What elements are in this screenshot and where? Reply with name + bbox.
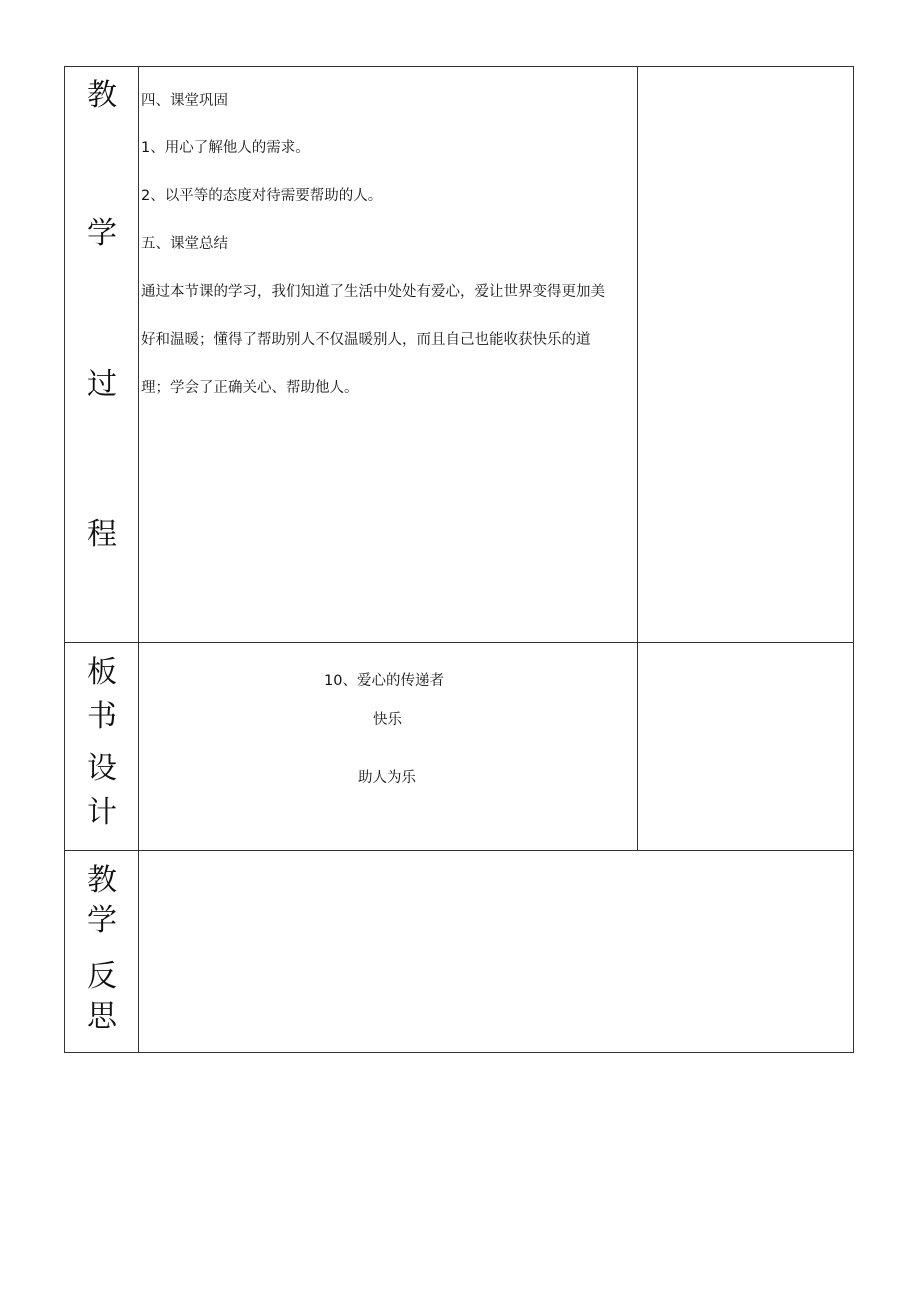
board-label: [65, 643, 139, 850]
board-item-happy: 快乐: [373, 712, 402, 728]
reflection-content[interactable]: [141, 853, 851, 1050]
process-label-char-2: 学: [87, 216, 117, 251]
board-label-char-1: 板: [87, 655, 117, 690]
process-line-6: 好和温暖；懂得了帮助别人不仅温暖别人，而且自己也能收获快乐的道: [141, 332, 591, 348]
process-label-char-3: 过: [87, 367, 117, 402]
board-label-char-2: 书: [87, 699, 117, 734]
process-line-3: 2、以平等的态度对待需要帮助的人。: [141, 188, 383, 204]
board-label-char-3: 设: [87, 751, 117, 786]
process-label: [65, 67, 139, 642]
reflection-label: [65, 851, 139, 1052]
reflection-label-char-2: 学: [87, 903, 117, 938]
process-label-char-1: 教: [87, 78, 117, 113]
process-line-4: 五、课堂总结: [141, 236, 228, 252]
process-line-1: 四、课堂巩固: [141, 93, 228, 109]
board-label-char-4: 计: [87, 795, 117, 830]
row-divider-1: [65, 642, 853, 643]
process-line-7: 理；学会了正确关心、帮助他人。: [141, 380, 359, 396]
board-item-helping: 助人为乐: [358, 770, 416, 786]
row-divider-2: [65, 850, 853, 851]
board-title: 10、爱心的传递者: [324, 673, 444, 689]
process-line-5: 通过本节课的学习，我们知道了生活中处处有爱心，爱让世界变得更加美: [141, 284, 605, 300]
process-line-2: 1、用心了解他人的需求。: [141, 140, 310, 156]
reflection-label-char-4: 思: [87, 999, 117, 1034]
notes-column-divider: [637, 67, 638, 850]
reflection-label-char-3: 反: [87, 959, 117, 994]
reflection-label-char-1: 教: [87, 863, 117, 898]
process-label-char-4: 程: [87, 517, 117, 552]
lesson-plan-table: [64, 66, 854, 1053]
